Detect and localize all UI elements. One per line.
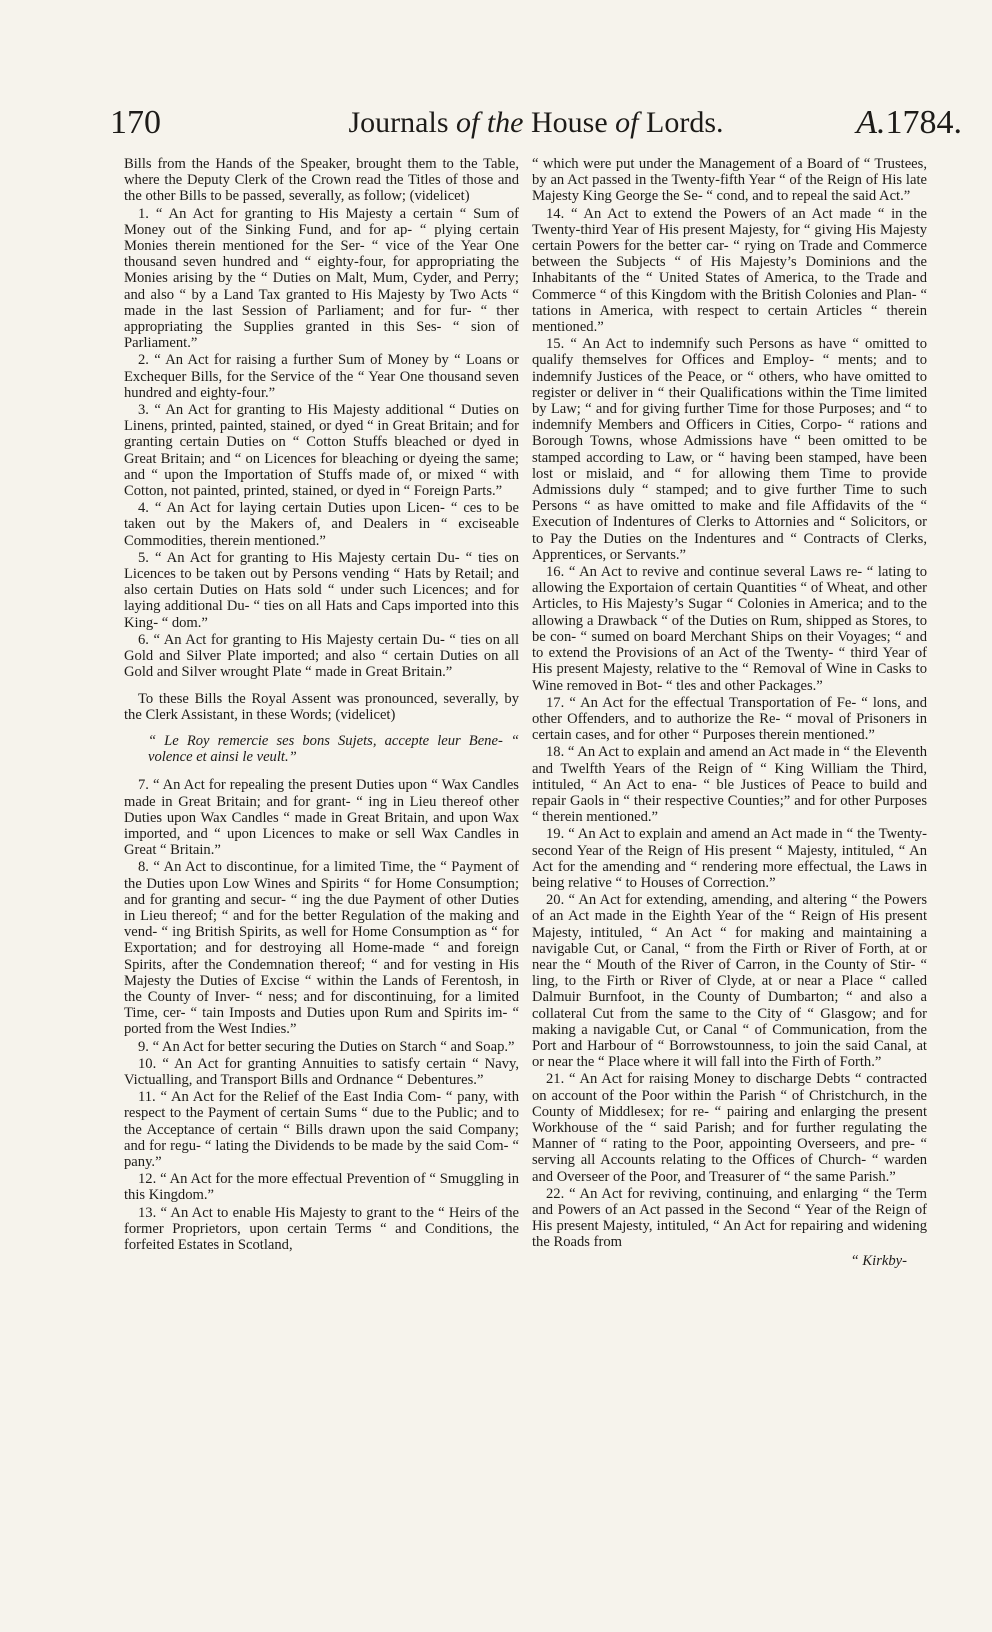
running-title: Journals of the House of Lords. [348,106,724,139]
act-15: 15. “ An Act to indemnify such Persons as have “ omitted to qualify themselves for Offices and Employ- “ ments; and to indemnify Justices of the Peace, or “ others, who have omitted to register or deliver in “ their Qualifications within the Time limited by Law; “ and for giving further Time for those Purposes; and “ to indemnify Members and Officers in Cities, Corpo- “ rations and Borough Towns, whose Admissions have “ been omitted to be stamped according to Law, or “ having been stamped, have been lost or mislaid, and “ for allowing them Time to provide Admissions duly “ stamped; and to give further Time to such Persons “ as have omitted to make and file Affidavits of the “ Execution of Indentures of Clerks to Attornies and “ Solicitors, or to Pay the Duties on the Indentures and “ Contracts of Clerks, Apprentices, or Servants.” [532,336,927,563]
act-8: 8. “ An Act to discontinue, for a limited Time, the “ Payment of the Duties upon Low Wines and Spirits “ for Home Consumption; and for granting and secur- “ ing the due Payment of other Duties in Lieu thereof; “ and for the better Regulation of the making and vend- “ ing British Spirits, as well for Home Consumption as “ for Exportation; and for destroying all Home-made “ and foreign Spirits, after the Condemnation thereof; “ and for vesting in His Majesty the Duties of Excise “ within the Lands of Ferentosh, in the County of Inver- “ ness; and for discontinuing, for a limited Time, cer- “ tain Imposts and Duties upon Rum and Spirits im- “ ported from the West Indies.” [124,859,519,1038]
act-13-continued: “ which were put under the Management of a Board of “ Trustees, by an Act passed in the Twenty-fifth Year “ of the Reign of His late Majesty King George the Se- “ cond, and to repeal the said Act.” [532,156,927,205]
act-12: 12. “ An Act for the more effectual Prevention of “ Smuggling in this Kingdom.” [124,1171,519,1204]
act-19: 19. “ An Act to explain and amend an Act made in “ the Twenty-second Year of the Reign of His present “ Majesty, intituled, “ An Act for the amending and “ rendering more effectual, the Laws in being relative “ to Houses of Correction.” [532,826,927,891]
left-column [124,156,519,1254]
year: A.1784. [856,104,962,141]
royal-assent-note: To these Bills the Royal Assent was pronounced, severally, by the Clerk Assistant, in these Words; (videlicet) [124,690,519,723]
act-16: 16. “ An Act to revive and continue several Laws re- “ lating to allowing the Exportaion of certain Quantities “ of Wheat, and other Articles, to His Majesty’s Sugar “ Colonies in America; and to the allowing a Drawback “ of the Duties on Rum, shipped as Stores, to be con- “ sumed on board Merchant Ships on their Voyages; “ and to extend the Provisions of an Act of the Twenty- “ third Year of His present Majesty, relative to the “ Removal of Wine in Casks to Wine removed in Bot- “ tles and other Packages.” [532,564,927,694]
act-4: 4. “ An Act for laying certain Duties upon Licen- “ ces to be taken out by the Makers of, and Dealers in “ exciseable Commodities, therein mentioned.” [124,500,519,549]
act-2: 2. “ An Act for raising a further Sum of Money by “ Loans or Exchequer Bills, for the Service of the “ Year One thousand seven hundred and eighty-four.” [124,352,519,401]
act-21: 21. “ An Act for raising Money to discharge Debts “ contracted on account of the Poor within the Parish “ of Christchurch, in the County of Middlesex; for re- “ pairing and enlarging the present Workhouse of the “ said Parish; and for further regulating the Manner of “ rating to the Poor, appointing Overseers, and pre- “ serving all Accounts relating to the Offices of Church- “ warden and Overseer of the Poor, and Treasurer of “ the same Parish.” [532,1071,927,1185]
page-header [110,104,962,150]
act-17: 17. “ An Act for the effectual Transportation of Fe- “ lons, and other Offenders, and to authorize the Re- “ moval of Prisoners in certain cases, and for other “ Purposes therein mentioned.” [532,694,927,744]
act-5: 5. “ An Act for granting to His Majesty certain Du- “ ties on Licences to be taken out by Persons vending “ Hats by Retail; and also certain Duties on Hats sold “ under such Licences; and for laying additional Du- “ ties on all Hats and Caps imported into this King- “ dom.” [124,549,519,631]
act-9: 9. “ An Act for better securing the Duties on Starch “ and Soap.” [138,1038,515,1055]
page-number: 170 [110,104,161,141]
act-3: 3. “ An Act for granting to His Majesty additional “ Duties on Linens, printed, painted, stained, or dyed “ in Great Britain; and for granting certain Duties on “ Cotton Stuffs bleached or dyed in Great Britain; and “ on Licences for bleaching or dyeing the same; and “ upon the Importation of Stuffs made of, or mixed “ with Cotton, not painted, printed, stained, or dyed in “ Foreign Parts.” [124,402,519,500]
royal-assent-formula: “ Le Roy remercie ses bons Sujets, accepte leur Bene- “ volence et ainsi le veult.” [148,732,519,766]
act-13: 13. “ An Act to enable His Majesty to grant to the “ Heirs of the former Proprietors, upon certain Terms “ and Conditions, the forfeited Estates in Scotland, [124,1204,519,1253]
act-6: 6. “ An Act for granting to His Majesty certain Du- “ ties on all Gold and Silver Plate imported; and also “ certain Duties on all Gold and Silver wrought Plate “ made in Great Britain.” [124,631,519,681]
right-column [532,156,927,1269]
act-7: 7. “ An Act for repealing the present Duties upon “ Wax Candles made in Great Britain; and for grant- “ ing in Lieu thereof other Duties upon Wax Candles “ made in Great Britain, and upon Wax imported, and “ upon Licences to make or sell Wax Candles in Great “ Britain.” [124,777,519,859]
act-22: 22. “ An Act for reviving, continuing, and enlarging “ the Term and Powers of an Act passed in the Second “ Year of the Reign of His present Majesty, intituled, “ An Act for repairing and widening the Roads from [532,1185,927,1251]
act-11: 11. “ An Act for the Relief of the East India Com- “ pany, with respect to the Payment of certain Sums “ due to the Public; and to the Acceptance of certain “ Bills drawn upon the said Company; and for regu- “ lating the Dividends to be made by the said Com- “ pany.” [124,1089,519,1170]
act-1: 1. “ An Act for granting to His Majesty a certain “ Sum of Money out of the Sinking Fund, and for ap- “ plying certain Monies therein mentioned for the Ser- “ vice of the Year One thousand seven hundred and “ eighty-four, for appropriating the Monies arising by the “ Duties on Malt, Mum, Cyder, and Perry; and also “ by a Land Tax granted to His Majesty by Two Acts “ made in the last Session of Parliament; and for fur- “ ther appropriating the Supplies granted in this Ses- “ sion of Parliament.” [124,205,519,352]
act-10: 10. “ An Act for granting Annuities to satisfy certain “ Navy, Victualling, and Transport Bills and Ordnance “ Debentures.” [124,1055,519,1088]
paragraph: Bills from the Hands of the Speaker, brought them to the Table, where the Deputy Clerk of the Crown read the Titles of those and the other Bills to be passed, severally, as follow; (videlicet) [124,156,519,205]
act-14: 14. “ An Act to extend the Powers of an Act made “ in the Twenty-third Year of His present Majesty, for “ giving His Majesty certain Powers for the better car- “ rying on Trade and Commerce between the Subjects “ of His Majesty’s Dominions and the Inhabitants of the “ United States of America, to the Trade and Commerce “ of this Kingdom with the British Colonies and Plan- “ tations in America, with respect to certain Articles “ therein mentioned.” [532,205,927,336]
catchword: “ Kirkby- [850,1252,907,1269]
act-20: 20. “ An Act for extending, amending, and altering “ the Powers of an Act made in the Eighth Year of the “ Reign of His present Majesty, intituled, “ An Act “ for making and maintaining a navigable Cut, or Canal, “ from the Firth or River of Forth, at or near the “ Mouth of the River of Carron, in the County of Stir- “ ling, to the Firth or River of Clyde, at or near a Place “ called Dalmuir Burnfoot, in the County of Dumbarton; “ and also a collateral Cut from the same to the City of “ Glasgow; and for making a navigable Cut, or Canal “ of Communication, from the Port and Harbour of “ Borrowstounness, to join the said Canal, at or near the “ Place where it will fall into the Firth of Forth.” [532,892,927,1071]
act-18: 18. “ An Act to explain and amend an Act made in “ the Eleventh and Twelfth Years of the Reign of “ King William the Third, intituled, “ An Act to ena- “ ble Justices of Peace to build and repair Gaols in “ their respective Counties;” and for other Purposes “ therein mentioned.” [532,744,927,826]
